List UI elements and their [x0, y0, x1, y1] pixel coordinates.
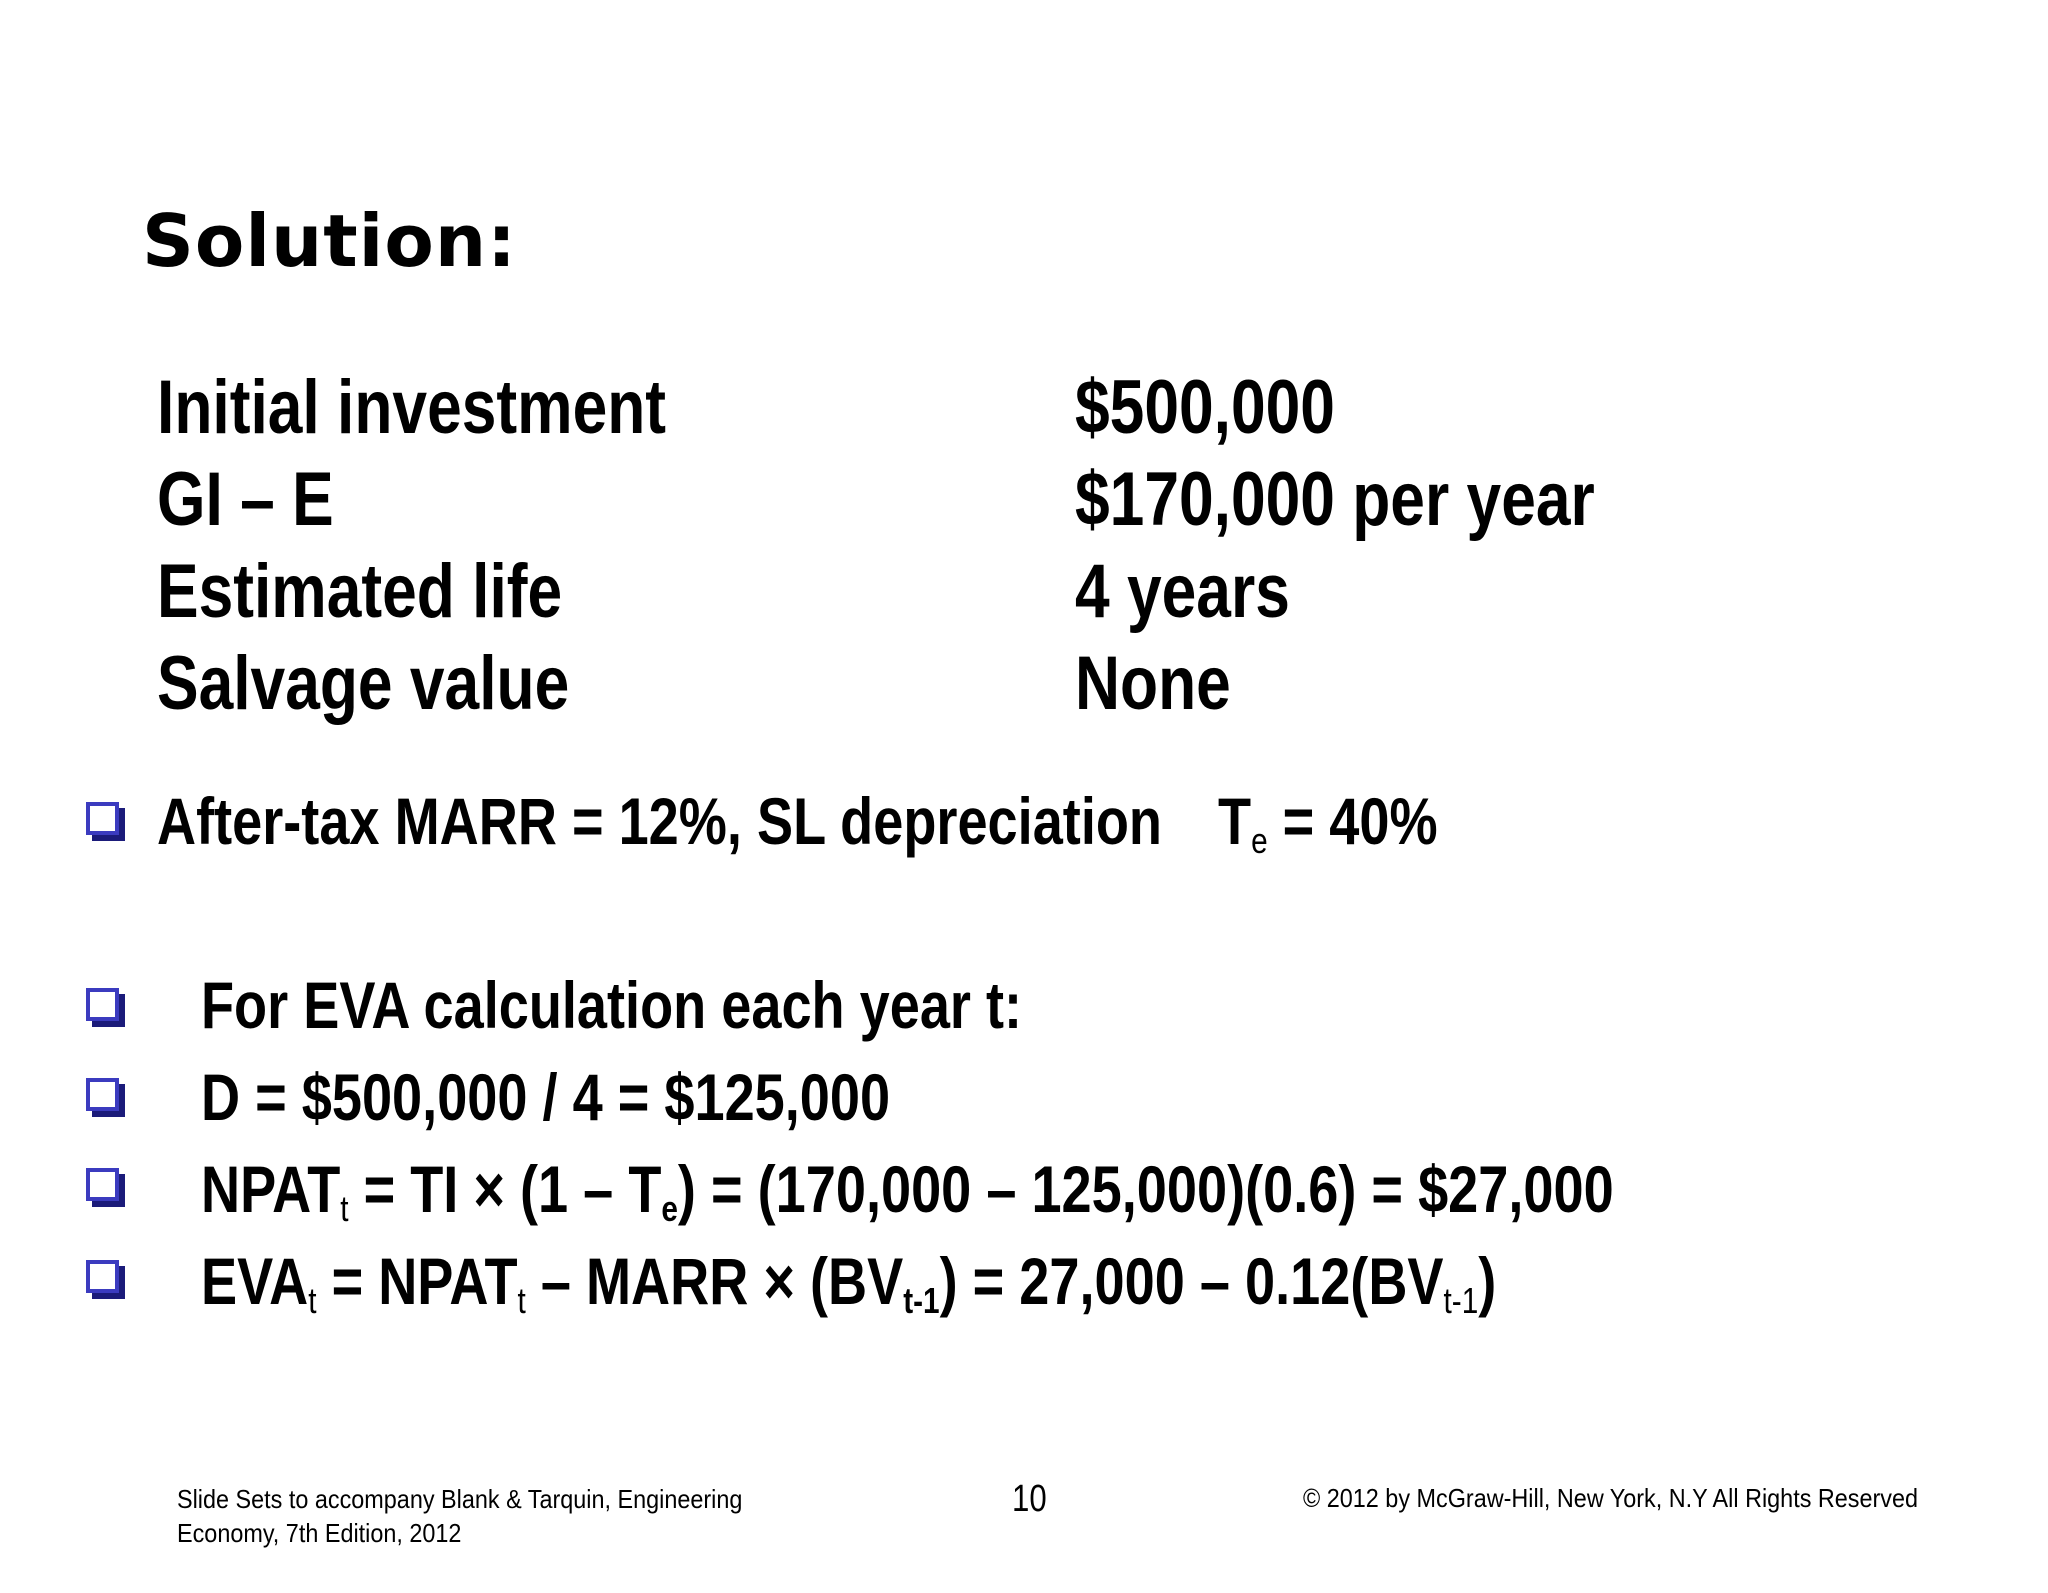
bullet-square-icon: [86, 988, 119, 1021]
bullet-square-icon: [86, 1078, 119, 1111]
bullet-square-icon: [86, 1260, 119, 1293]
page-number: 10: [1012, 1478, 1047, 1520]
bullet-tax-rate: $T_e = 40\%$: [1218, 784, 1438, 862]
param-value-salvage-value: None: [1075, 641, 1231, 726]
footer-copyright: © 2012 by McGraw-Hill, New York, N.Y All Rights Reserved: [1303, 1483, 1919, 1513]
param-label-salvage-value: Salvage value: [157, 641, 570, 726]
bullet-eva-intro: For EVA calculation each year t:: [201, 968, 1023, 1042]
param-value-gi-e: $170,000 per year: [1075, 457, 1595, 542]
bullet-depreciation: D = $500,000 / 4 = $125,000: [201, 1060, 891, 1134]
bullet-npat-formula: $NPAT_t$ = TI × $(1 - T_e) = (170,000 - 125,000)(0.6)$ = $27,000: [201, 1152, 1614, 1230]
param-label-gi-e: GI – E: [157, 457, 334, 542]
bullet-square-icon: [86, 802, 119, 835]
slide-title: Solution:: [142, 199, 517, 283]
bullet-marr-depreciation: After-tax MARR = 12%, SL depreciation: [157, 784, 1162, 858]
param-value-initial-investment: $500,000: [1075, 365, 1335, 450]
param-label-estimated-life: Estimated life: [157, 549, 563, 634]
param-label-initial-investment: Initial investment: [157, 365, 667, 450]
bullet-square-icon: [86, 1168, 119, 1201]
param-value-estimated-life: 4 years: [1075, 549, 1290, 634]
bullet-eva-formula: $EVA_t$ = $NPAT_t$ – MARR × $(BV_{t-1}) = 27,000 - 0.12(BV_{t-1})$: [201, 1244, 1497, 1322]
footer-left: Slide Sets to accompany Blank & Tarquin, Engineering Economy, 7th Edition, 2012: [177, 1484, 743, 1548]
